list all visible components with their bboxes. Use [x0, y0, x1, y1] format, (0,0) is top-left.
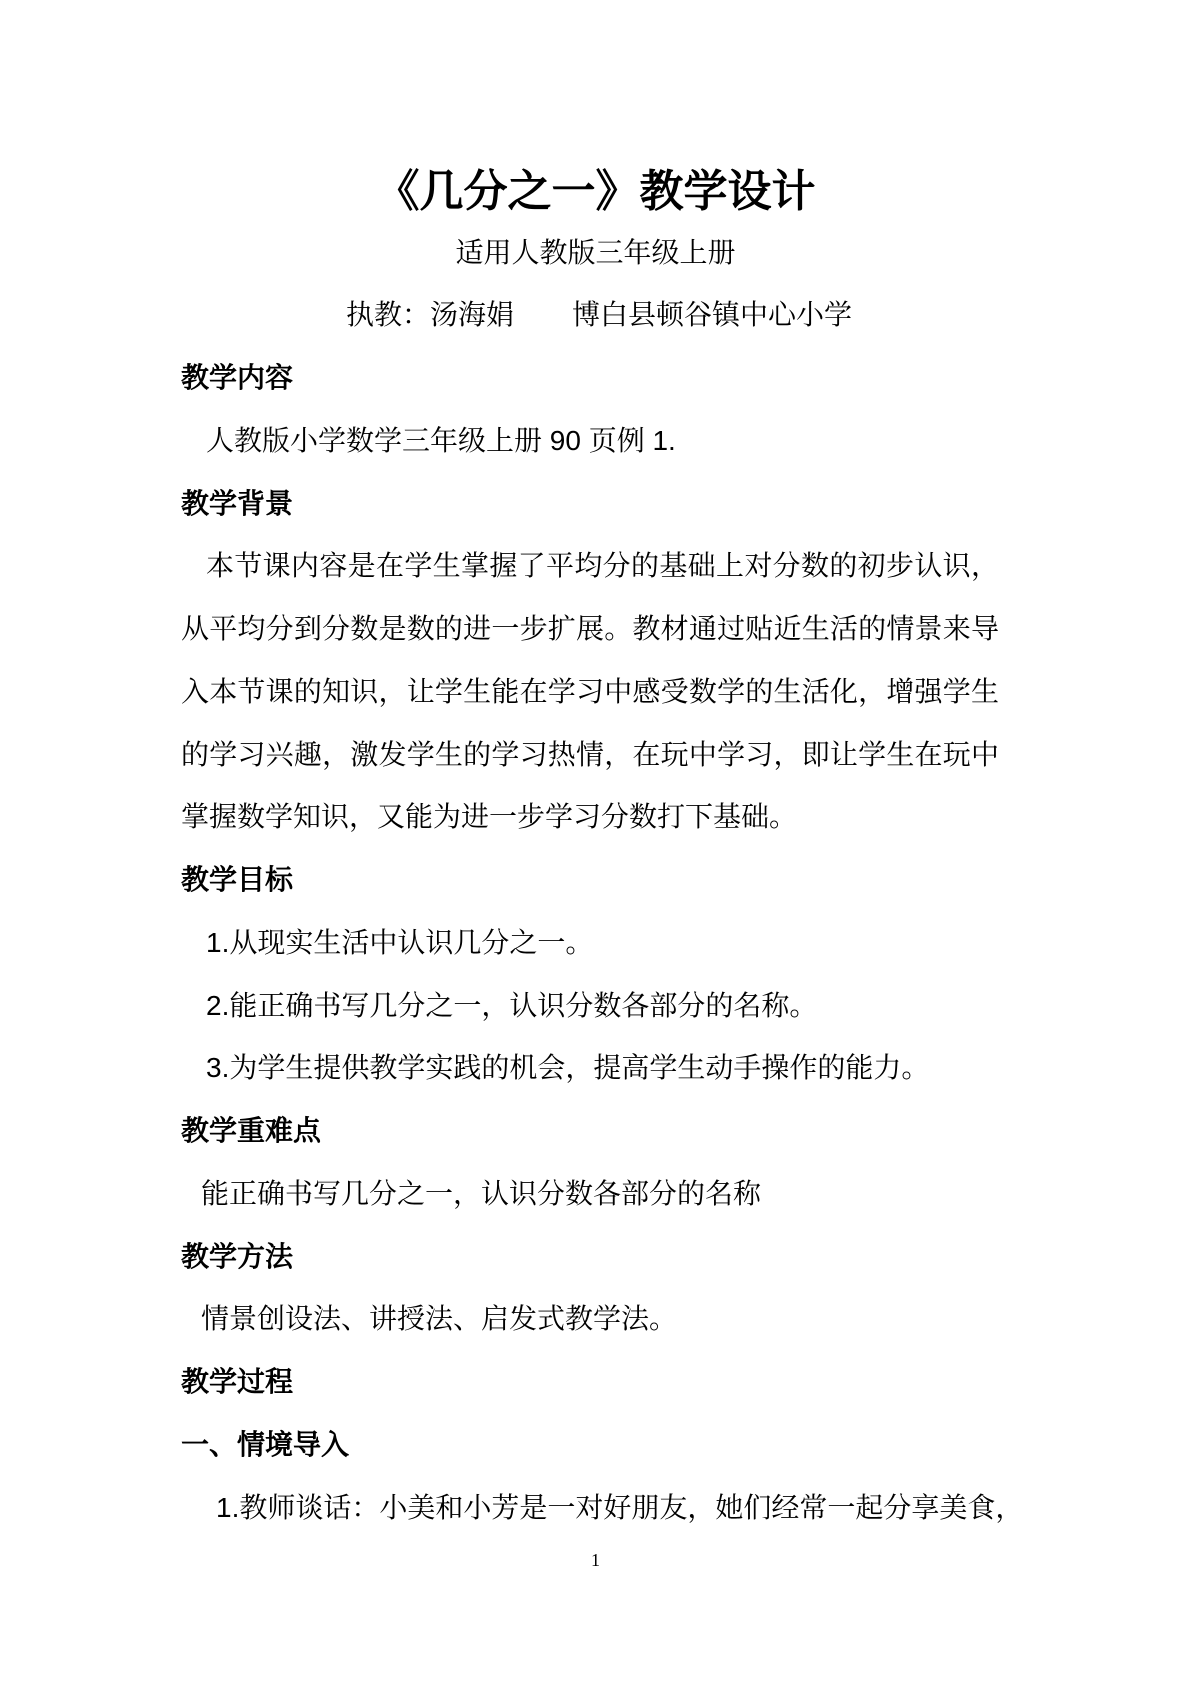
- document-title: 《几分之一》教学设计: [375, 167, 816, 216]
- section-heading-key-points: 教学重难点: [181, 1115, 322, 1146]
- section-heading-objectives: 教学目标: [181, 864, 294, 895]
- objective-item: 2.能正确书写几分之一，认识分数各部分的名称。: [206, 989, 818, 1021]
- byline-school: 博白县顿谷镇中心小学: [572, 299, 853, 330]
- document-body: [181, 347, 1024, 1539]
- section-heading-content: 教学内容: [181, 362, 294, 393]
- background-line: 从平均分到分数是数的进一步扩展。教材通过贴近生活的情景来导: [181, 613, 999, 644]
- objective-item: 1.从现实生活中认识几分之一。: [206, 926, 594, 958]
- section-text-key-points: 能正确书写几分之一，认识分数各部分的名称: [201, 1177, 762, 1209]
- byline-teacher: 执教：汤海娟: [346, 299, 515, 330]
- section-heading-methods: 教学方法: [181, 1240, 294, 1272]
- section-subheading-intro: 一、情境导入: [181, 1428, 350, 1460]
- background-line: 的学习兴趣，激发学生的学习热情，在玩中学习，即让学生在玩中: [181, 738, 999, 770]
- section-text-content: 人教版小学数学三年级上册 90 页例 1.: [206, 424, 676, 456]
- background-line: 掌握数学知识，又能为进一步学习分数打下基础。: [181, 801, 798, 833]
- byline: [0, 295, 1191, 335]
- background-line: 本节课内容是在学生掌握了平均分的基础上对分数的初步认识，: [206, 550, 999, 582]
- section-text-process: 1.教师谈话：小美和小芳是一对好朋友，她们经常一起分享美食，: [216, 1491, 1024, 1523]
- page-number: 1: [591, 1550, 600, 1570]
- section-heading-background: 教学背景: [181, 487, 294, 519]
- section-text-methods: 情景创设法、讲授法、启发式教学法。: [201, 1303, 678, 1335]
- background-line: 入本节课的知识，让学生能在学习中感受数学的生活化，增强学生: [181, 675, 999, 707]
- objective-item: 3.为学生提供教学实践的机会，提高学生动手操作的能力。: [206, 1052, 930, 1084]
- section-heading-process: 教学过程: [181, 1366, 294, 1397]
- document-subtitle: 适用人教版三年级上册: [455, 237, 736, 268]
